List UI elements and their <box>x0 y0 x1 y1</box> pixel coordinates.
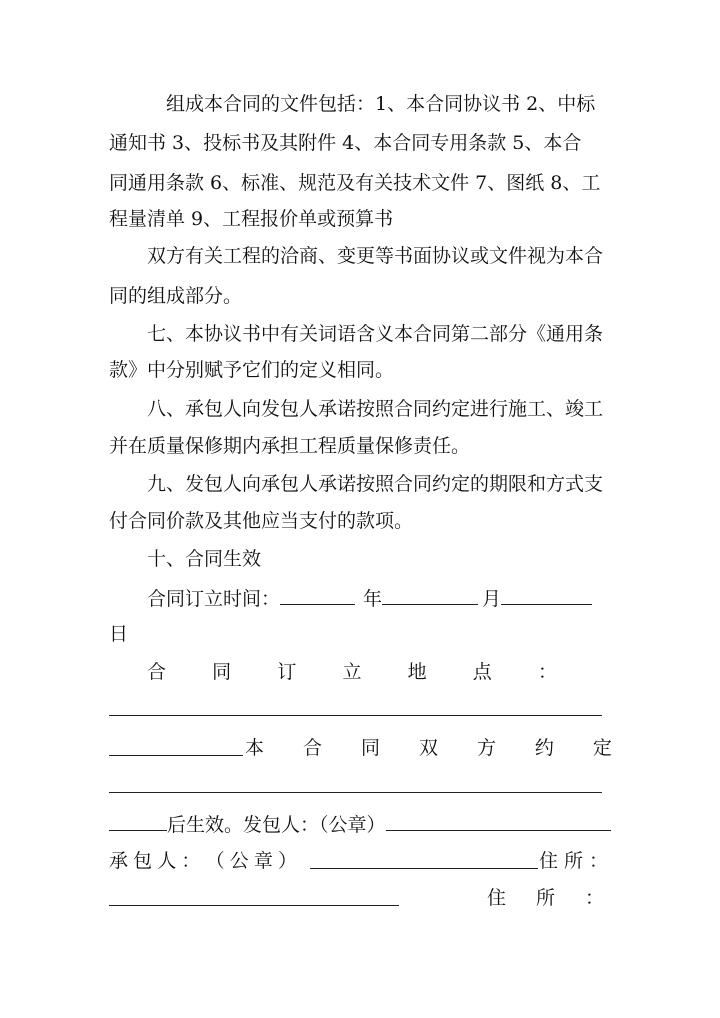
agreement-blank[interactable] <box>109 792 602 793</box>
contractor-char: 公 <box>229 850 249 872</box>
employer-address-blank[interactable] <box>109 885 399 906</box>
effective-char: 定 <box>592 737 612 759</box>
clause-9-line-1: 九、发包人向承包人承诺按照合同约定的期限和方式支 <box>147 473 604 495</box>
month-label: 月 <box>482 588 502 610</box>
effective-char: 约 <box>534 737 554 759</box>
address-line <box>109 885 612 911</box>
contractor-char: ： <box>181 850 201 872</box>
signing-place-blank[interactable] <box>109 715 602 716</box>
contractor-seal-label <box>109 848 297 874</box>
signing-date-line <box>147 584 612 610</box>
place-char: 立 <box>342 661 362 683</box>
clause-8-line-1: 八、承包人向发包人承诺按照合同约定进行施工、竣工 <box>147 398 604 420</box>
address-char: 住 <box>487 887 507 909</box>
month-blank[interactable] <box>382 584 478 605</box>
place-char: 地 <box>407 661 427 683</box>
address-char: ： <box>584 887 604 909</box>
employer-seal-blank[interactable] <box>386 810 611 831</box>
effective-char: 双 <box>418 737 438 759</box>
signing-date-label: 合同订立时间： <box>147 588 281 610</box>
clause-8-line-2: 并在质量保修期内承担工程质量保修责任。 <box>109 435 471 457</box>
employer-seal-label: 后生效。发包人：（公章） <box>167 814 386 836</box>
contractor-line <box>109 848 615 874</box>
effective-blank[interactable] <box>109 735 243 756</box>
day-label: 日 <box>109 623 129 645</box>
effective-char: 合 <box>302 737 322 759</box>
year-blank[interactable] <box>280 584 355 605</box>
para-negotiation-line-1: 双方有关工程的洽商、变更等书面协议或文件视为本合 <box>147 245 604 267</box>
clause-9-line-2: 付合同价款及其他应当支付的款项。 <box>109 510 414 532</box>
clause-7-line-2: 款》中分别赋予它们的定义相同。 <box>109 359 395 381</box>
place-char: 点 <box>472 661 492 683</box>
contractor-char: 包 <box>133 850 153 872</box>
effective-text <box>245 735 612 761</box>
para-files-line-3: 同通用条款 6、标准、规范及有关技术文件 7、图纸 8、工 <box>109 172 601 194</box>
contractor-char: ） <box>277 850 297 872</box>
place-char: 合 <box>147 661 167 683</box>
para-files-line-1: 组成本合同的文件包括：1、本合同协议书 2、中标 <box>166 93 596 115</box>
effective-condition-blank[interactable] <box>109 810 167 831</box>
place-char: 订 <box>277 661 297 683</box>
effective-char: 同 <box>360 737 380 759</box>
effective-line <box>109 735 612 761</box>
contractor-address-label <box>487 885 604 911</box>
contractor-char: （ <box>205 850 225 872</box>
contractor-char: 承 <box>109 850 129 872</box>
year-label: 年 <box>363 588 383 610</box>
employer-seal-line <box>109 810 612 836</box>
contractor-char: 人 <box>157 850 177 872</box>
address-char: 所 <box>535 887 555 909</box>
para-files-line-2: 通知书 3、投标书及其附件 4、本合同专用条款 5、本合 <box>109 132 582 154</box>
place-char: 同 <box>212 661 232 683</box>
place-char: ： <box>537 661 557 683</box>
contractor-char: 章 <box>253 850 273 872</box>
effective-char: 本 <box>245 737 265 759</box>
clause-10-heading: 十、合同生效 <box>147 548 262 570</box>
para-files-line-4: 程量清单 9、工程报价单或预算书 <box>109 208 394 230</box>
para-negotiation-line-2: 同的组成部分。 <box>109 285 243 307</box>
effective-char: 方 <box>476 737 496 759</box>
contractor-seal-blank[interactable] <box>310 848 538 869</box>
day-blank[interactable] <box>501 584 592 605</box>
clause-7-line-1: 七、本协议书中有关词语含义本合同第二部分《通用条 <box>147 323 604 345</box>
signing-place-label <box>147 659 557 685</box>
employer-address-label: 住所： <box>539 850 615 872</box>
